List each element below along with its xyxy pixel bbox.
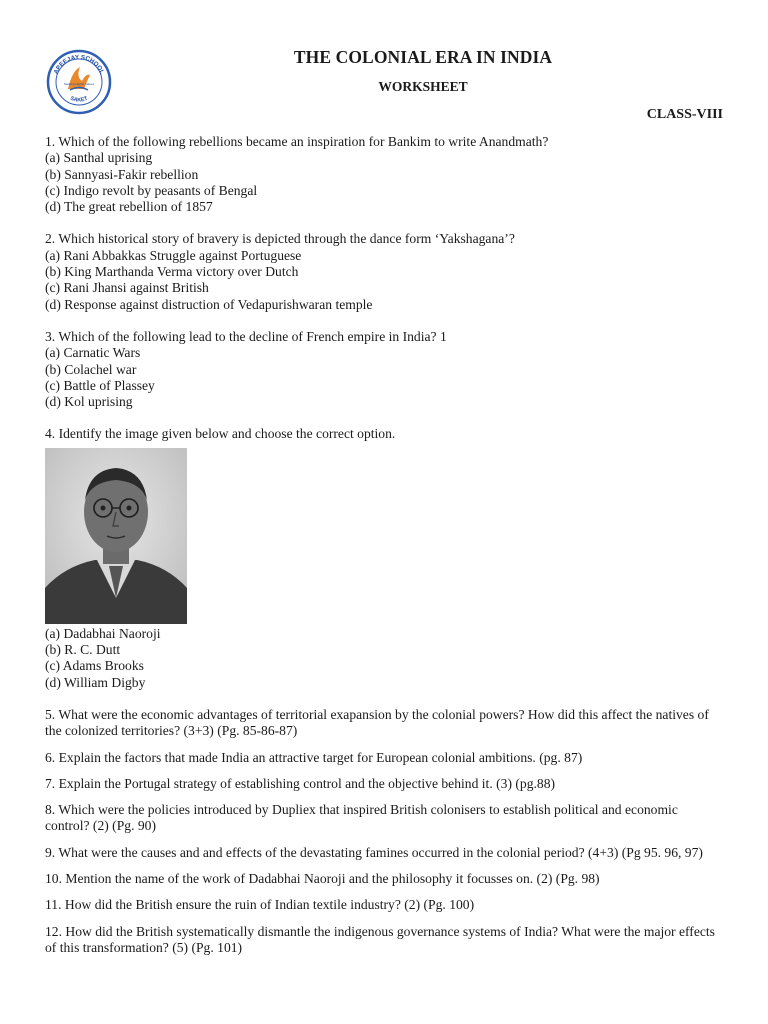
question-11: 11. How did the British ensure the ruin of Indian textile industry? (2) (Pg. 100) — [45, 897, 475, 913]
option-b: (b) R. C. Dutt — [45, 642, 121, 658]
question-text: 4. Identify the image given below and choose the correct option. — [45, 426, 396, 442]
option-a: (a) Santhal uprising — [45, 150, 153, 166]
question-4 — [45, 426, 725, 690]
option-d: (d) The great rebellion of 1857 — [45, 199, 213, 215]
question-12: 12. How did the British systematically dismantle the indigenous governance systems of India? What were the major effects of this transformation? (5) (Pg. 101) — [45, 923, 715, 955]
option-d: (d) Response against distruction of Vedapurishwaran temple — [45, 296, 373, 312]
portrait-photo-icon — [45, 448, 187, 624]
logo-top-text: APEEJAY SCHOOL — [52, 53, 106, 76]
page-title: THE COLONIAL ERA IN INDIA — [293, 47, 553, 67]
question-3 — [45, 329, 725, 410]
option-c: (c) Indigo revolt by peasants of Bengal — [45, 182, 258, 198]
option-a: (a) Carnatic Wars — [45, 345, 141, 361]
option-c: (c) Rani Jhansi against British — [45, 280, 209, 296]
question-7: 7. Explain the Portugal strategy of establishing control and the objective behind it. (3) (pg.88) — [45, 775, 556, 791]
question-8: 8. Which were the policies introduced by Dupliex that inspired British colonisers to establish political and economic control? (2) (Pg. 90) — [45, 802, 678, 834]
option-c: (c) Adams Brooks — [45, 658, 144, 674]
question-text: 1. Which of the following rebellions became an inspiration for Bankim to write Anandmath? — [45, 134, 549, 149]
option-a: (a) Rani Abbakkas Struggle against Portuguese — [45, 247, 302, 263]
question-6: 6. Explain the factors that made India an attractive target for European colonial ambitions. (pg. 87) — [45, 749, 583, 765]
question-5: 5. What were the economic advantages of territorial exapansion by the colonial powers? How did this affect the natives of the colonized territories? (3+3) (Pg. 85-86-87) — [45, 706, 709, 739]
option-b: (b) King Marthanda Verma victory over Dutch — [45, 264, 299, 280]
question-9: 9. What were the causes and and effects of the devastating famines occurred in the colonial period? (4+3) (Pg 95. 96, 97) — [45, 844, 703, 860]
logo-bottom-text: SAKET — [69, 95, 89, 104]
option-d: (d) William Digby — [45, 674, 146, 690]
option-c: (c) Battle of Plassey — [45, 377, 155, 393]
question-10: 10. Mention the name of the work of Dadabhai Naoroji and the philosophy it focusses on. (2) (Pg. 98) — [45, 871, 600, 887]
question-text: 2. Which historical story of bravery is depicted through the dance form ‘Yakshagana’? — [45, 231, 515, 247]
option-a: (a) Dadabhai Naoroji — [45, 625, 161, 641]
option-b: (b) Sannyasi-Fakir rebellion — [45, 166, 199, 182]
class-label: CLASS-VIII — [646, 107, 723, 122]
page-subtitle: WORKSHEET — [378, 79, 468, 94]
logo-motto: Seeking Higher Values — [63, 82, 95, 86]
question-text: 3. Which of the following lead to the decline of French empire in India? 1 — [45, 328, 447, 344]
question-2 — [45, 231, 725, 312]
option-b: (b) Colachel war — [45, 361, 137, 377]
worksheet-body — [45, 134, 725, 966]
question-1 — [45, 134, 725, 215]
option-d: (d) Kol uprising — [45, 394, 133, 410]
